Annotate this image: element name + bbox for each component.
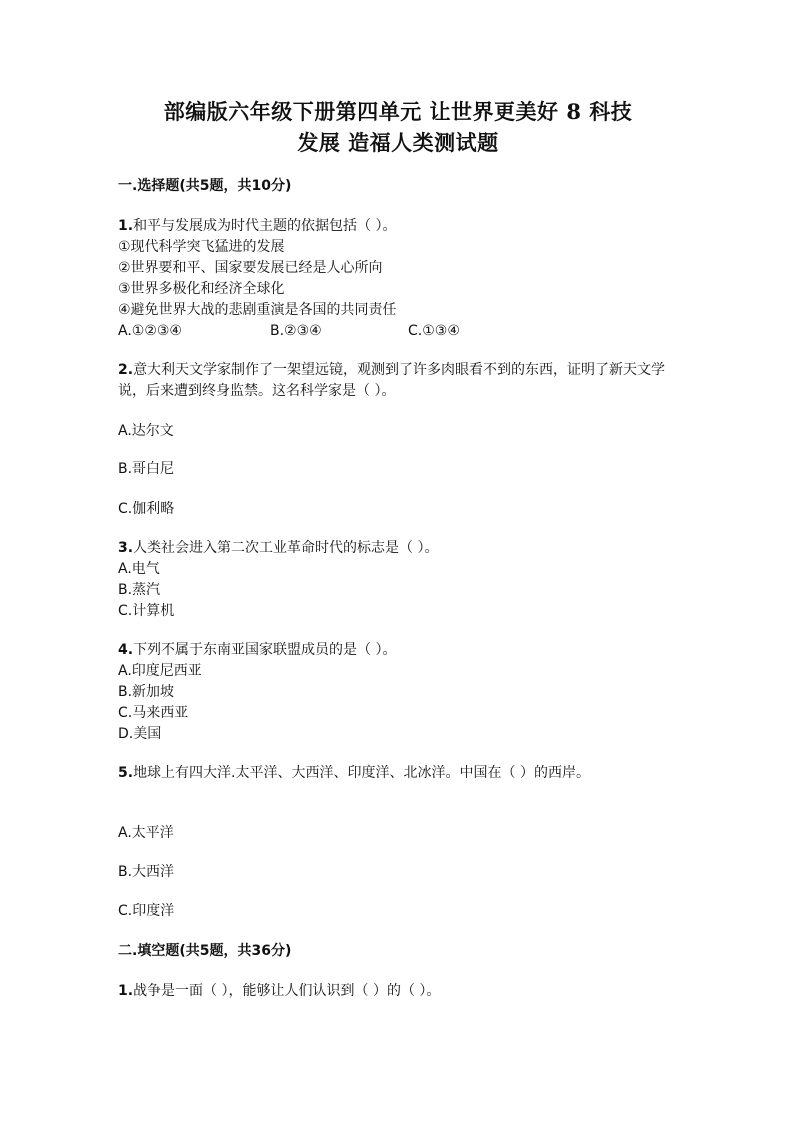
- question-stem: 意大利天文学家制作了一架望远镜，观测到了许多肉眼看不到的东西，证明了新天文学说，后来遭到终身监禁。这名科学家是（ ）。: [118, 362, 666, 399]
- question-3: [118, 538, 678, 559]
- option-a: A.①②③④: [118, 323, 182, 339]
- page-title: [118, 96, 678, 158]
- section-heading-choice: 一.选择题(共5题，共10分): [118, 178, 292, 194]
- question-stem: 下列不属于东南亚国家联盟成员的是（ ）。: [133, 642, 397, 658]
- question-1: [118, 216, 678, 237]
- question-number: 4.: [118, 642, 134, 658]
- question-stem: 人类社会进入第二次工业革命时代的标志是（ ）。: [133, 540, 439, 556]
- statement-2: ②世界要和平、国家要发展已经是人心所向: [118, 260, 383, 276]
- question-stem: 和平与发展成为时代主题的依据包括（ ）。: [133, 218, 397, 234]
- question-5: [118, 763, 678, 784]
- question-stem: 战争是一面（ ），能够让人们认识到（ ）的（ ）。: [133, 983, 441, 999]
- title-line-2: 发展 造福人类测试题: [297, 130, 499, 155]
- statement-3: ③世界多极化和经济全球化: [118, 281, 285, 297]
- option-c: C.①③④: [408, 323, 460, 339]
- question-stem: 地球上有四大洋.太平洋、大西洋、印度洋、北冰洋。中国在（ ）的西岸。: [133, 765, 590, 781]
- option-c: C.计算机: [118, 603, 175, 619]
- title-line-1: 部编版六年级下册第四单元 让世界更美好 8 科技: [163, 99, 633, 124]
- option-b: B.大西洋: [118, 864, 175, 880]
- option-d: D.美国: [118, 726, 162, 742]
- question-number: 2.: [118, 362, 134, 378]
- option-b: B.蒸汽: [118, 582, 161, 598]
- option-c: C.马来西亚: [118, 705, 189, 721]
- option-b: B.②③④: [270, 323, 322, 339]
- option-a: A.达尔文: [118, 423, 174, 439]
- option-a: A.印度尼西亚: [118, 663, 202, 679]
- question-number: 3.: [118, 540, 134, 556]
- option-c: C.印度洋: [118, 903, 175, 919]
- fill-question-1: [118, 981, 678, 1002]
- question-number: 1.: [118, 218, 134, 234]
- option-a: A.太平洋: [118, 825, 174, 841]
- option-a: A.电气: [118, 561, 160, 577]
- option-c: C.伽利略: [118, 501, 175, 517]
- question-2: [118, 360, 678, 402]
- statement-4: ④避免世界大战的悲剧重演是各国的共同责任: [118, 302, 397, 318]
- question-number: 5.: [118, 765, 134, 781]
- question-4: [118, 640, 678, 661]
- option-b: B.新加坡: [118, 684, 175, 700]
- option-b: B.哥白尼: [118, 461, 175, 477]
- question-number: 1.: [118, 983, 134, 999]
- statement-1: ①现代科学突飞猛进的发展: [118, 239, 285, 255]
- section-heading-fill-in: 二.填空题(共5题，共36分): [118, 943, 292, 959]
